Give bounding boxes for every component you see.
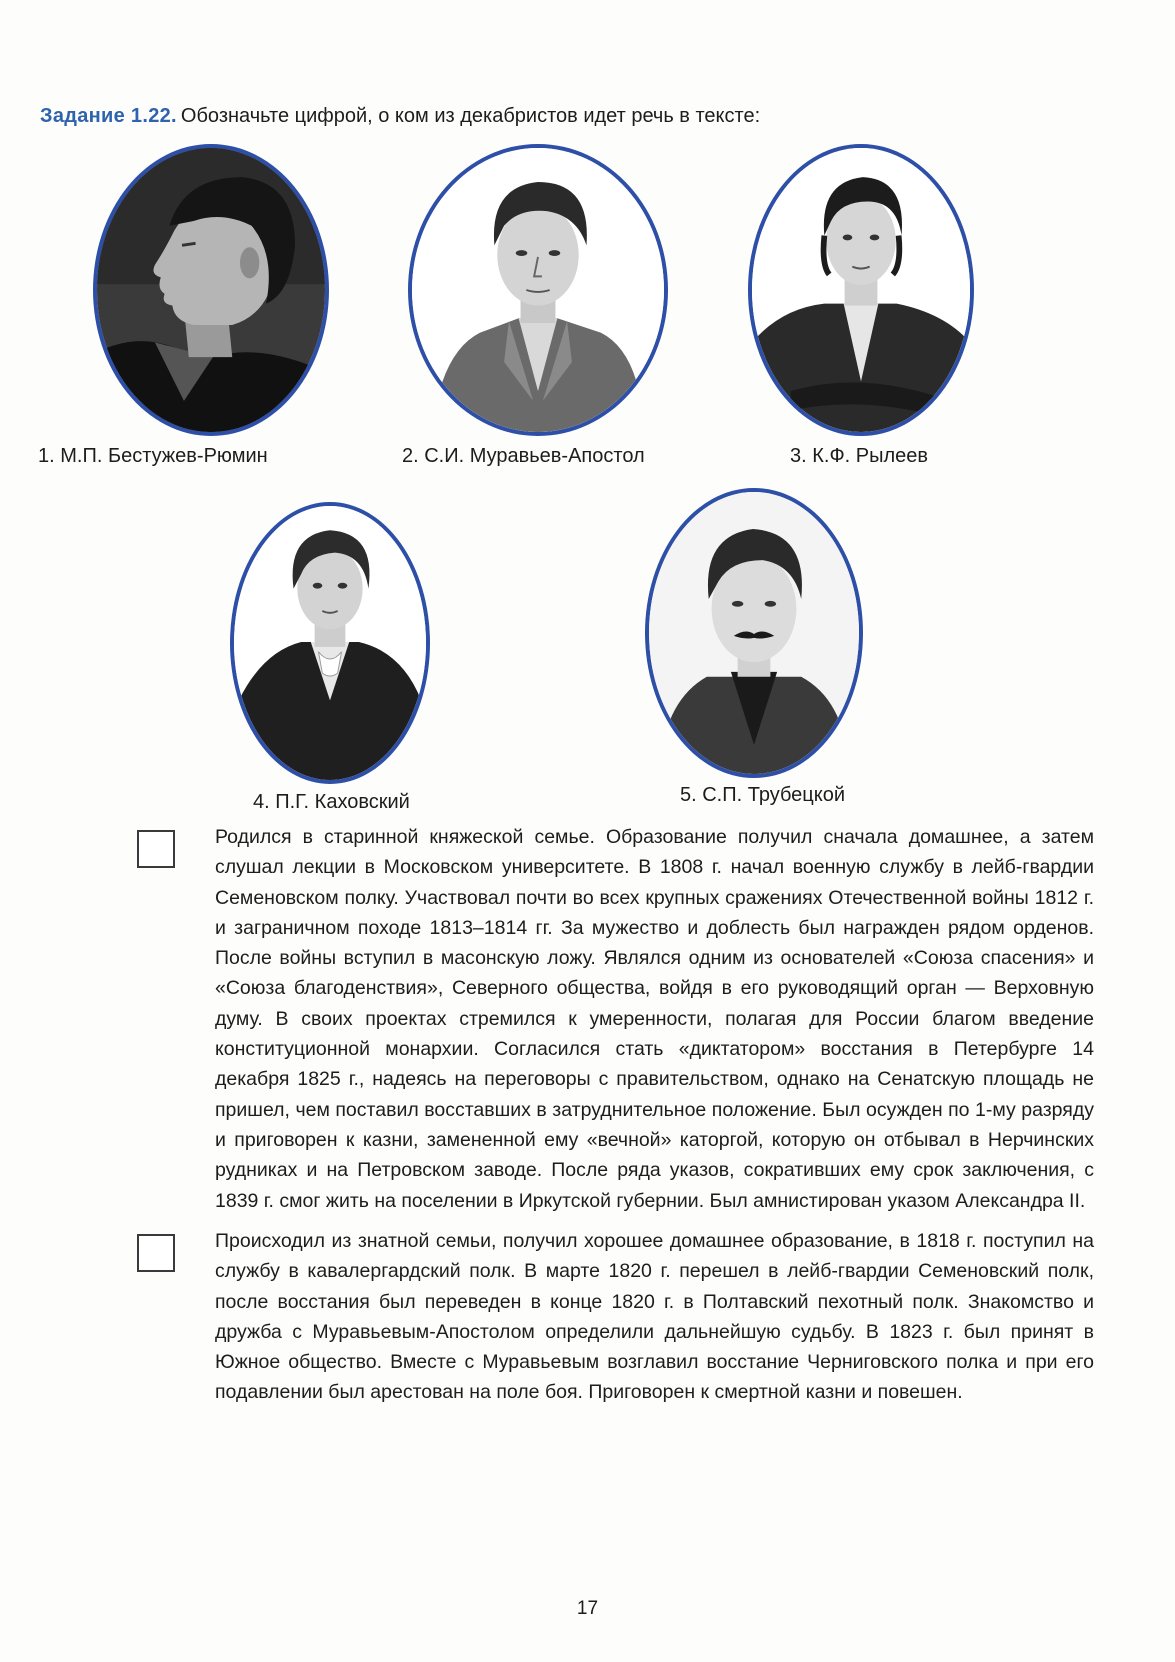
text-block-1: Родился в старинной княжеской семье. Образование получил сначала домашнее, а затем слушал лекции в Московском университете. В 1808 г. начал военную службу в лейб-гвардии Семеновском полку. Участвовал почти во всех крупных сражениях Отечественной войны 1812 г. и заграничном походе 1813–1814 гг. За мужество и доблесть был награжден рядом орденов. После войны вступил в масонскую ложу. Являлся одним из основателей «Союза спасения» и «Союза благоденствия», Северного общества, войдя в его руководящий орган — Верховную думу. В своих проектах стремился к умеренности, полагая для России благом введение конституционной монархии. Согласился стать «диктатором» восстания в Петербурге 14 декабря 1825 г., надеясь на переговоры с правительством, однако на Сенатскую площадь не пришел, чем поставил восставших в затруднительное положение. Был осужден по 1-му разряду и приговорен к казни, замененной ему «вечной» каторгой, которую он отбывал в Нерчинских рудниках и на Петровском заводе. После ряда указов, сокративших ему срок заключения, с 1839 г. смог жить на поселении в Иркутской губернии. Был амнистирован указом Александра II.	[215, 826, 1094, 1212]
task-header	[40, 103, 760, 129]
portrait-icon	[234, 506, 426, 780]
answer-box-2[interactable]	[137, 1234, 175, 1272]
portrait-3	[748, 144, 974, 436]
portrait-mustache-icon	[649, 492, 859, 774]
portrait-3-caption: 3. К.Ф. Рылеев	[790, 445, 929, 467]
task-label: Задание 1.22.	[40, 105, 177, 127]
portrait-1-caption: 1. М.П. Бестужев-Рюмин	[38, 445, 268, 467]
portrait-1	[93, 144, 329, 436]
portrait-icon	[752, 148, 970, 432]
task-instruction: Обозначьте цифрой, о ком из декабристов идет речь в тексте:	[180, 105, 761, 127]
portrait-icon	[412, 148, 664, 432]
text-block-2: Происходил из знатной семьи, получил хорошее домашнее образование, в 1818 г. поступил на службу в кавалергардский полк. В марте 1820 г. перешел в лейб-гвардии Семеновский полк, после восстания был переведен в конце 1820 г. в Полтавский пехотный полк. Знакомство и дружба с Муравьевым-Апостолом определили дальнейшую судьбу. В 1823 г. был принят в Южное общество. Вместе с Муравьевым возглавил восстание Черниговского полка и при его подавлении был арестован на поле боя. Приговорен к смертной казни и повешен.	[215, 1230, 1094, 1404]
portrait-profile-icon	[97, 148, 325, 432]
page-number: 17	[576, 1598, 599, 1619]
portrait-5-caption: 5. С.П. Трубецкой	[680, 784, 846, 806]
portrait-4-caption: 4. П.Г. Каховский	[253, 791, 410, 813]
portrait-5	[645, 488, 863, 778]
portrait-2-caption: 2. С.И. Муравьев-Апостол	[402, 445, 645, 467]
portrait-4	[230, 502, 430, 784]
portrait-2	[408, 144, 668, 436]
answer-box-1[interactable]	[137, 830, 175, 868]
